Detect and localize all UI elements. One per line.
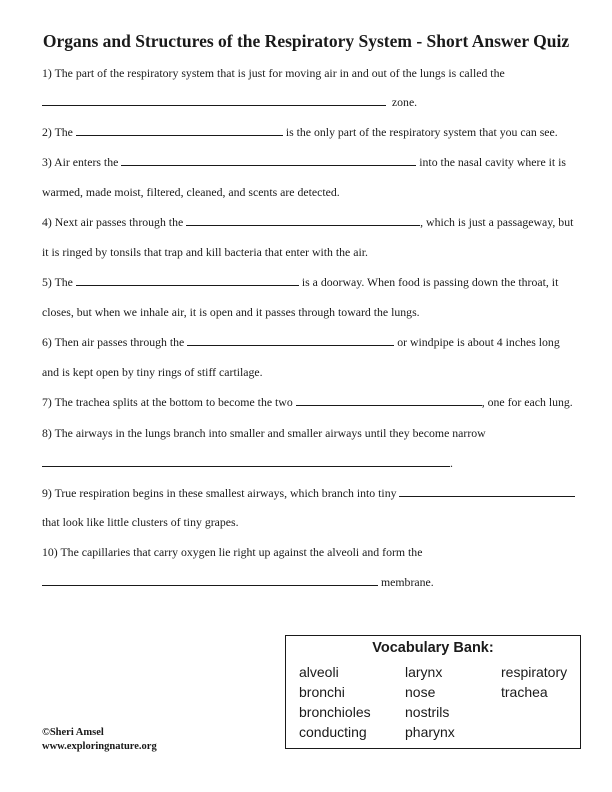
vocab-word: conducting: [299, 724, 367, 740]
question-4-text: 4) Next air passes through the , which is just a passageway, but: [42, 215, 574, 229]
question-4-blank[interactable]: [186, 215, 420, 226]
question-6-blank[interactable]: [187, 335, 394, 346]
question-1-text: 1) The part of the respiratory system that is just for moving air in and out of the lungs is called the: [42, 66, 505, 80]
question-8-text: 8) The airways in the lungs branch into smaller and smaller airways until they become narrow: [42, 426, 486, 440]
vocab-word: alveoli: [299, 664, 339, 680]
question-2-text: 2) The is the only part of the respiratory system that you can see.: [42, 125, 558, 139]
question-10-text: 10) The capillaries that carry oxygen lie right up against the alveoli and form the: [42, 545, 423, 559]
question-10-answer-line: membrane.: [42, 575, 434, 589]
footer-credit: [42, 726, 157, 754]
question-1-answer-line: zone.: [42, 95, 417, 109]
question-3-blank[interactable]: [121, 155, 416, 166]
vocab-column-1: [299, 662, 371, 742]
question-10-blank[interactable]: [42, 575, 378, 586]
vocab-word: pharynx: [405, 724, 455, 740]
page-title: Organs and Structures of the Respiratory System - Short Answer Quiz: [42, 31, 570, 51]
copyright: ©Sheri Amsel: [42, 727, 104, 738]
vocab-word: bronchi: [299, 684, 345, 700]
vocab-word: respiratory: [501, 664, 568, 680]
vocab-column-3: [501, 662, 567, 702]
question-3-text: 3) Air enters the into the nasal cavity where it is: [42, 155, 567, 169]
question-6-continued: and is kept open by tiny rings of stiff cartilage.: [42, 365, 263, 379]
vocab-word: nostrils: [405, 704, 450, 720]
website-link[interactable]: www.exploringnature.org: [42, 741, 157, 752]
vocab-word: trachea: [501, 684, 548, 700]
vocabulary-bank-title: Vocabulary Bank:: [372, 640, 494, 656]
question-5-text: 5) The is a doorway. When food is passing down the throat, it: [42, 275, 559, 289]
vocab-word: larynx: [405, 664, 443, 680]
question-1-blank[interactable]: [42, 95, 386, 106]
question-9-blank[interactable]: [399, 486, 575, 497]
question-4-continued: it is ringed by tonsils that trap and kill bacteria that enter with the air.: [42, 245, 368, 259]
question-7-text: 7) The trachea splits at the bottom to become the two , one for each lung.: [42, 395, 573, 409]
vocab-word: nose: [405, 684, 436, 700]
question-5-blank[interactable]: [76, 275, 299, 286]
question-5-continued: closes, but when we inhale air, it is open and it passes through toward the lungs.: [42, 305, 420, 319]
question-8-answer-line: .: [42, 456, 453, 470]
question-6-text: 6) Then air passes through the or windpipe is about 4 inches long: [42, 335, 560, 349]
vocab-column-2: [405, 662, 455, 742]
question-2-blank[interactable]: [76, 125, 283, 136]
vocab-word: bronchioles: [299, 704, 371, 720]
vocabulary-bank: [285, 635, 581, 749]
question-8-blank[interactable]: [42, 456, 450, 467]
question-7-blank[interactable]: [296, 395, 482, 406]
question-9-text: 9) True respiration begins in these smallest airways, which branch into tiny: [42, 486, 575, 500]
question-9-continued: that look like little clusters of tiny grapes.: [42, 515, 239, 529]
question-3-continued: warmed, made moist, filtered, cleaned, and scents are detected.: [42, 185, 340, 199]
